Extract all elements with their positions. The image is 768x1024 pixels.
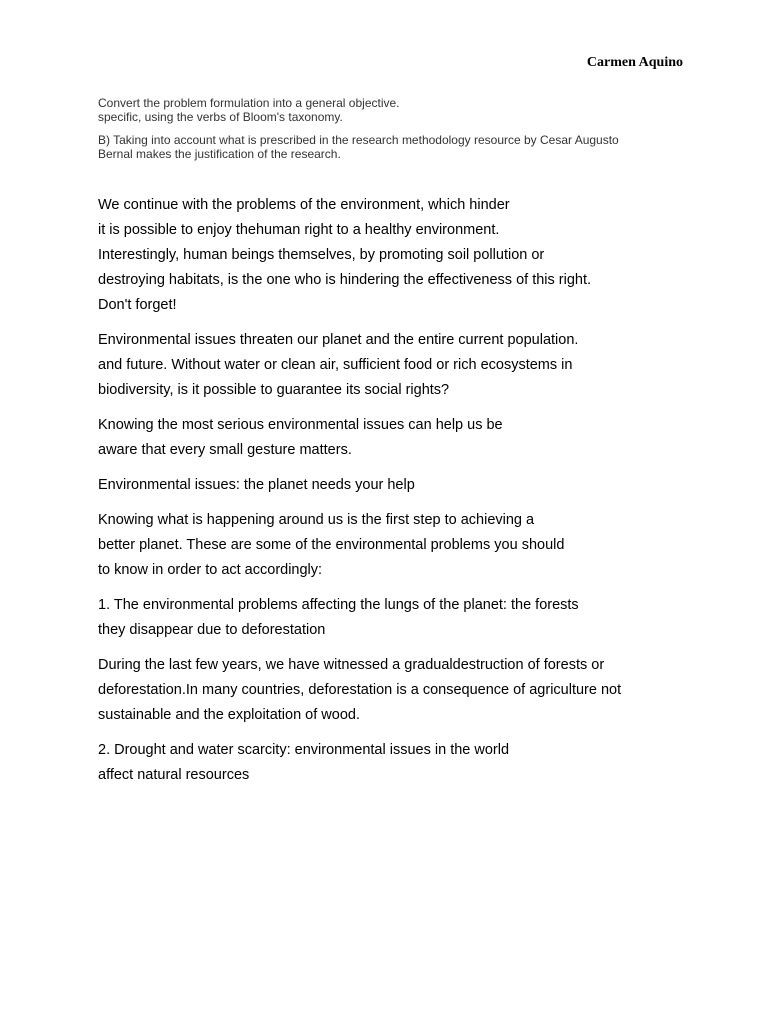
instructions-section xyxy=(98,96,688,170)
paragraph-line: sustainable and the exploitation of wood. xyxy=(98,707,360,723)
paragraph-line: During the last few years, we have witnessed a gradualdestruction of forests or xyxy=(98,657,605,673)
paragraph-line: 1. The environmental problems affecting the lungs of the planet: the forests xyxy=(98,597,579,613)
body-text xyxy=(98,193,698,798)
paragraph-line: affect natural resources xyxy=(98,767,250,783)
paragraph-line: to know in order to act accordingly: xyxy=(98,562,323,578)
paragraph-line: biodiversity, is it possible to guarantee its social rights? xyxy=(98,382,450,398)
instruction-block xyxy=(98,96,688,124)
paragraph-line: better planet. These are some of the environmental problems you should xyxy=(98,537,565,553)
paragraph-line: destroying habitats, is the one who is hindering the effectiveness of this right. xyxy=(98,272,592,288)
paragraph-line: they disappear due to deforestation xyxy=(98,622,326,638)
paragraph-line: We continue with the problems of the environment, which hinder xyxy=(98,197,510,213)
instruction-line: Bernal makes the justification of the research. xyxy=(98,147,341,161)
paragraph xyxy=(98,508,698,583)
paragraph-line: Interestingly, human beings themselves, by promoting soil pollution or xyxy=(98,247,545,263)
paragraph-line: it is possible to enjoy thehuman right to a healthy environment. xyxy=(98,222,500,238)
numbered-heading xyxy=(98,738,698,788)
section-heading xyxy=(98,473,698,498)
author-name: Carmen Aquino xyxy=(586,55,683,70)
paragraph-line: and future. Without water or clean air, sufficient food or rich ecosystems in xyxy=(98,357,573,373)
paragraph xyxy=(98,653,698,728)
instruction-block xyxy=(98,133,688,161)
instruction-line: specific, using the verbs of Bloom's taxonomy. xyxy=(98,110,343,124)
paragraph-line: Don't forget! xyxy=(98,297,177,313)
paragraph xyxy=(98,413,698,463)
numbered-heading xyxy=(98,593,698,643)
instruction-line: Convert the problem formulation into a general objective. xyxy=(98,96,400,110)
paragraph-line: deforestation.In many countries, deforestation is a consequence of agriculture not xyxy=(98,682,622,698)
paragraph-line: Knowing the most serious environmental issues can help us be xyxy=(98,417,503,433)
paragraph xyxy=(98,193,698,318)
paragraph-line: 2. Drought and water scarcity: environmental issues in the world xyxy=(98,742,510,758)
paragraph-line: Environmental issues: the planet needs your help xyxy=(98,477,415,493)
paragraph-line: aware that every small gesture matters. xyxy=(98,442,352,458)
paragraph-line: Knowing what is happening around us is the first step to achieving a xyxy=(98,512,535,528)
instruction-line: B) Taking into account what is prescribed in the research methodology resource by Cesar Augusto xyxy=(98,133,619,147)
paragraph xyxy=(98,328,698,403)
paragraph-line: Environmental issues threaten our planet and the entire current population. xyxy=(98,332,579,348)
